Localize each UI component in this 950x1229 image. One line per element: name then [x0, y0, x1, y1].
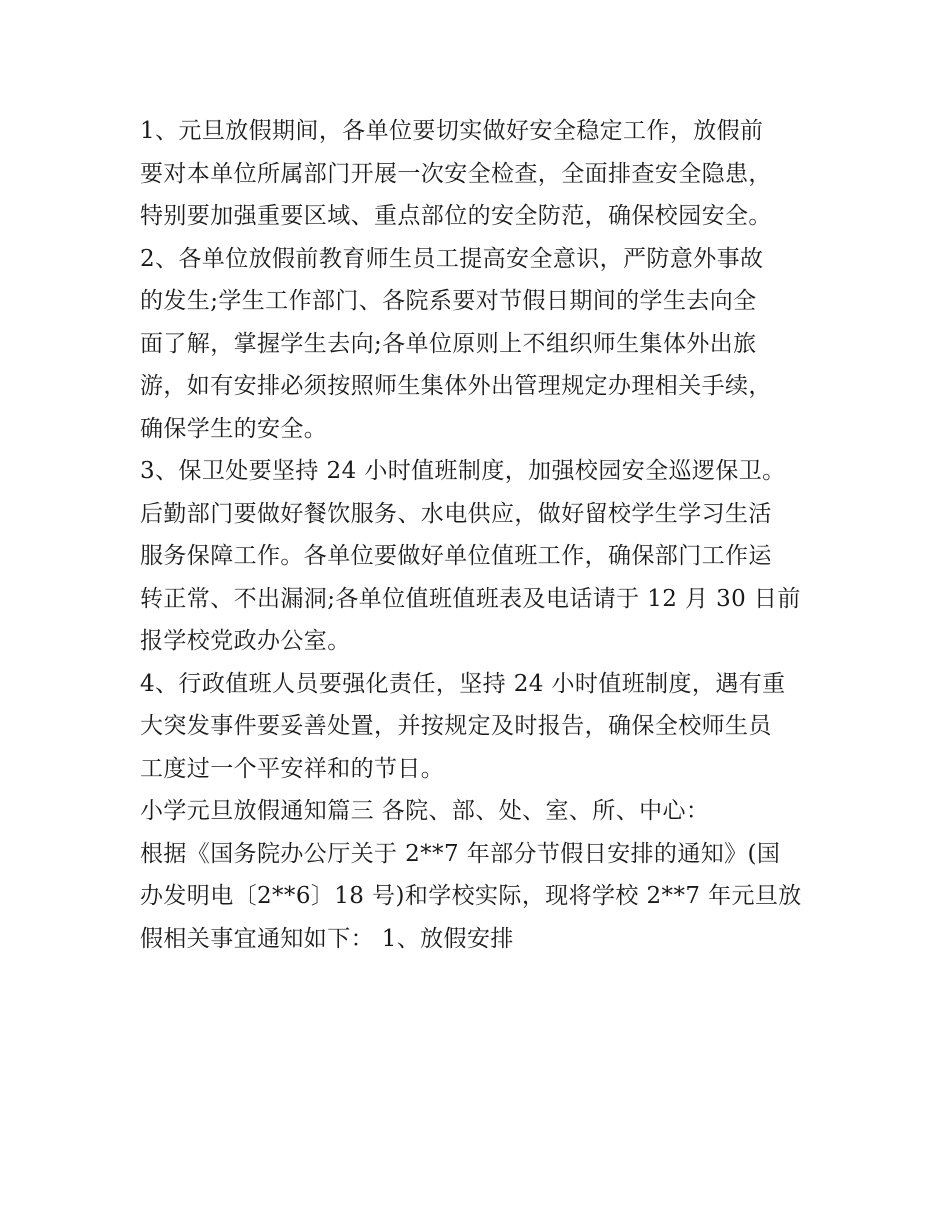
text-line-2: 要对本单位所属部门开展一次安全检查，全面排查安全隐患，	[140, 160, 772, 187]
text-line-8: 确保学生的安全。	[140, 415, 328, 442]
text-line-20: 假相关事宜通知如下： 1、放假安排	[140, 925, 514, 952]
text-line-18: 根据《国务院办公厅关于 2**7 年部分节假日安排的通知》(国	[140, 840, 781, 867]
text-line-14: 4、行政值班人员要强化责任，坚持 24 小时值班制度，遇有重	[140, 670, 786, 697]
text-line-11: 服务保障工作。各单位要做好单位值班工作，确保部门工作运	[140, 543, 772, 569]
text-line-9: 3、保卫处要坚持 24 小时值班制度，加强校园安全巡逻保卫。	[140, 458, 786, 484]
text-line-6: 面了解，掌握学生去向;各单位原则上不组织师生集体外出旅	[140, 330, 757, 357]
text-line-13: 报学校党政办公室。	[140, 628, 351, 654]
document-body	[140, 110, 820, 960]
text-line-7: 游，如有安排必须按照师生集体外出管理规定办理相关手续，	[140, 373, 772, 399]
text-line-15: 大突发事件要妥善处置，并按规定及时报告，确保全校师生员	[140, 713, 772, 739]
text-line-12: 转正常、不出漏洞;各单位值班值班表及电话请于 12 月 30 日前	[140, 585, 801, 612]
text-line-10: 后勤部门要做好餐饮服务、水电供应，做好留校学生学习生活	[140, 500, 772, 527]
text-line-4: 2、各单位放假前教育师生员工提高安全意识，严防意外事故	[140, 245, 764, 272]
text-line-17: 小学元旦放假通知篇三 各院、部、处、室、所、中心：	[140, 798, 710, 824]
text-line-3: 特别要加强重要区域、重点部位的安全防范，确保校园安全。	[140, 203, 772, 229]
text-line-1: 1、元旦放假期间，各单位要切实做好安全稳定工作，放假前	[140, 118, 764, 144]
text-line-16: 工度过一个平安祥和的节日。	[140, 755, 445, 782]
text-line-19: 办发明电〔2**6〕18 号)和学校实际，现将学校 2**7 年元旦放	[140, 883, 802, 909]
text-line-5: 的发生;学生工作部门、各院系要对节假日期间的学生去向全	[140, 288, 757, 314]
